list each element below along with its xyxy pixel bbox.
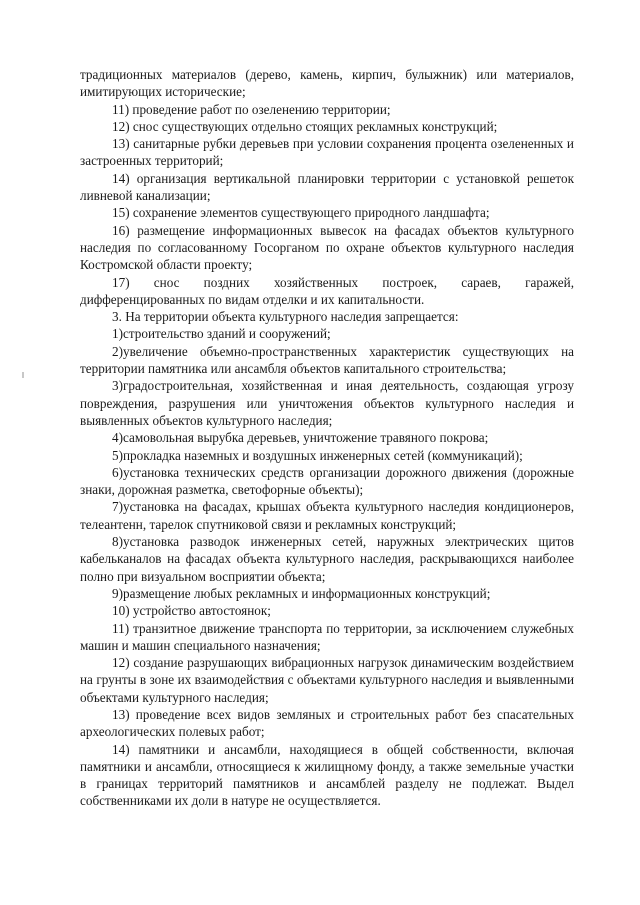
paragraph: 11) транзитное движение транспорта по территории, за исключением служебных машин и машин специального назначения; bbox=[80, 620, 574, 653]
paragraph: 8)установка разводок инженерных сетей, наружных электрических щитов кабельканалов на фасадах объекта культурного наследия, раскрывающихся наиболее полно при визуальном восприятии объекта; bbox=[80, 534, 574, 584]
paragraph: 3)градостроительная, хозяйственная и иная деятельность, создающая угрозу повреждения, разрушения или уничтожения объектов культурного наследия и выявленных объектов культурного наследия; bbox=[80, 378, 574, 428]
paragraph: 13) проведение всех видов земляных и строительных работ без спасательных археологических полевых работ; bbox=[80, 706, 574, 740]
paragraph: 6)установка технических средств организации дорожного движения (дорожные знаки, дорожная разметка, светофорные объекты); bbox=[80, 464, 574, 498]
paragraph: 17) снос поздних хозяйственных построек, сараев, гаражей, дифференцированных по видам отделки и их капитальности. bbox=[80, 274, 574, 307]
paragraph: 12) создание разрушающих вибрационных нагрузок динамическим воздействием на грунты в зоне их взаимодействия с объектами культурного наследия и выявленными объектами культурного наследия; bbox=[80, 655, 574, 705]
paragraph: 10) устройство автостоянок; bbox=[112, 603, 271, 619]
scan-mark bbox=[22, 372, 24, 378]
paragraph: 9)размещение любых рекламных и информационных конструкций; bbox=[112, 585, 491, 601]
paragraph: 14) памятники и ансамбли, находящиеся в общей собственности, включая памятники и ансамбли, относящиеся к жилищному фонду, а также земельные участки в границах территорий памятников и ансамблей разделу не подлежат. Выдел собственниками их доли в натуре не осуществляется. bbox=[80, 741, 574, 809]
paragraph: 15) сохранение элементов существующего природного ландшафта; bbox=[112, 205, 490, 221]
document-body bbox=[80, 66, 574, 810]
paragraph: 2)увеличение объемно-пространственных характеристик существующих на территории памятника или ансамбля объектов капитального строительства; bbox=[80, 343, 574, 377]
paragraph: 12) снос существующих отдельно стоящих рекламных конструкций; bbox=[112, 118, 498, 134]
paragraph: 16) размещение информационных вывесок на фасадах объектов культурного наследия по согласованному Госорганом по охране объектов культурного наследия Костромской области проекту; bbox=[80, 222, 574, 273]
paragraph: 7)установка на фасадах, крышах объекта культурного наследия кондиционеров, телеантенн, тарелок спутниковой связи и рекламных конструкций; bbox=[80, 499, 574, 532]
paragraph: 14) организация вертикальной планировки территории с установкой решеток ливневой канализации; bbox=[80, 170, 574, 204]
paragraph: 4)самовольная вырубка деревьев, уничтожение травяного покрова; bbox=[112, 430, 489, 446]
paragraph: традиционных материалов (дерево, камень, кирпич, булыжник) или материалов, имитирующих исторические; bbox=[80, 67, 574, 100]
paragraph: 1)строительство зданий и сооружений; bbox=[112, 326, 331, 342]
paragraph: 5)прокладка наземных и воздушных инженерных сетей (коммуникаций); bbox=[112, 447, 523, 463]
paragraph: 13) санитарные рубки деревьев при условии сохранения процента озелененных и застроенных территорий; bbox=[80, 136, 574, 169]
paragraph: 3. На территории объекта культурного наследия запрещается: bbox=[112, 309, 459, 325]
paragraph: 11) проведение работ по озеленению территории; bbox=[112, 101, 391, 117]
